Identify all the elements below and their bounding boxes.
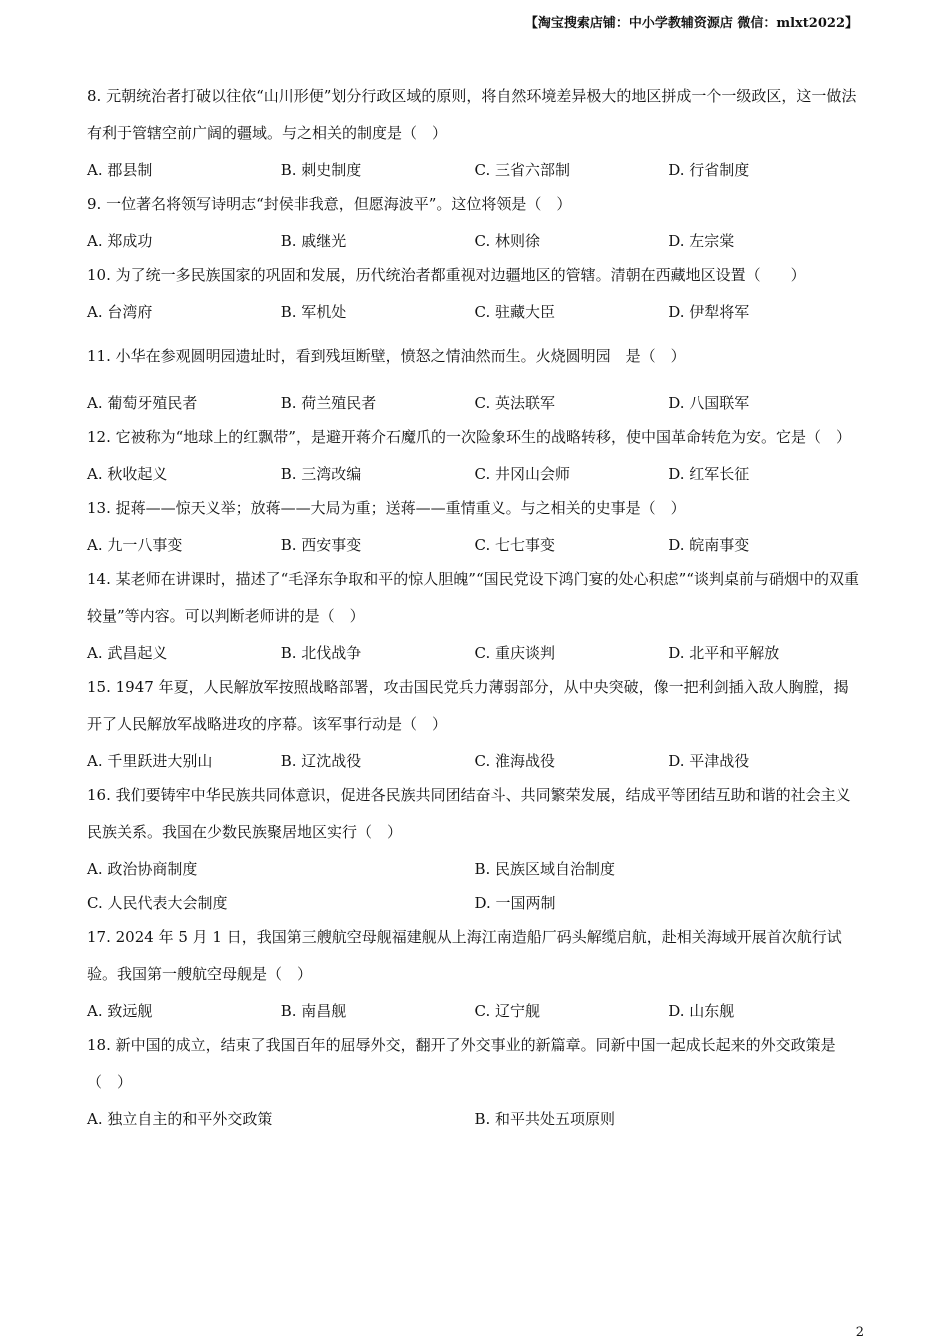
option-a: A. 九一八事变 [87, 535, 183, 554]
option-b: B. 刺史制度 [280, 160, 362, 179]
question-stem: 16. 我们要铸牢中华民族共同体意识，促进各民族共同团结奋斗、共同繁荣发展，结成平等团结互助和谐的社会主义民族关系。我国在少数民族聚居地区实行（ ） [87, 786, 851, 841]
option-a: A. 葡萄牙殖民者 [87, 393, 198, 412]
option-b: B. 南昌舰 [280, 1001, 347, 1020]
question-stem: 10. 为了统一多民族国家的巩固和发展，历代统治者都重视对边疆地区的管辖。清朝在西藏地区设置（ ） [87, 266, 806, 284]
option-b: B. 北伐战争 [280, 643, 362, 662]
option-d: D. 伊犁将军 [668, 302, 750, 321]
option-d: D. 红军长征 [668, 464, 750, 483]
option-b: B. 西安事变 [280, 535, 362, 554]
option-row [87, 885, 862, 919]
option-row [87, 152, 862, 186]
option-c: C. 人民代表大会制度 [87, 893, 228, 912]
option-d: D. 山东舰 [668, 1001, 735, 1020]
option-a: A. 郡县制 [87, 160, 153, 179]
option-a: A. 秋收起义 [87, 464, 168, 483]
option-c: C. 井冈山会师 [474, 464, 570, 483]
option-row [87, 635, 862, 669]
option-a: A. 独立自主的和平外交政策 [87, 1109, 273, 1128]
option-a: A. 台湾府 [87, 302, 153, 321]
question-15 [87, 669, 862, 777]
option-b: B. 荷兰殖民者 [280, 393, 377, 412]
option-row [87, 993, 862, 1027]
option-a: A. 郑成功 [87, 231, 153, 250]
question-11 [87, 338, 862, 419]
question-12 [87, 419, 862, 490]
question-10 [87, 257, 862, 328]
option-c: C. 驻藏大臣 [474, 302, 555, 321]
option-d: D. 八国联军 [668, 393, 750, 412]
question-8 [87, 78, 862, 186]
question-stem: 11. 小华在参观圆明园遗址时，看到残垣断壁，愤怒之情油然而生。火烧圆明园 是（ ） [87, 347, 686, 365]
option-b: B. 民族区域自治制度 [474, 859, 616, 878]
question-stem: 17. 2024 年 5 月 1 日，我国第三艘航空母舰福建舰从上海江南造船厂码头解缆启航，赴相关海域开展首次航行试验。我国第一艘航空母舰是（ ） [87, 928, 842, 983]
option-b: B. 和平共处五项原则 [474, 1109, 616, 1128]
question-stem: 13. 捉蒋——惊天义举；放蒋——大局为重；送蒋——重情重义。与之相关的史事是（ ） [87, 499, 686, 517]
question-stem: 18. 新中国的成立，结束了我国百年的屈辱外交，翻开了外交事业的新篇章。同新中国一起成长起来的外交政策是（ ） [87, 1036, 836, 1091]
option-row [87, 851, 862, 885]
option-d: D. 皖南事变 [668, 535, 750, 554]
option-c: C. 辽宁舰 [474, 1001, 540, 1020]
option-row [87, 743, 862, 777]
question-16 [87, 777, 862, 919]
option-row [87, 223, 862, 257]
question-list [87, 78, 862, 1135]
option-c: C. 淮海战役 [474, 751, 555, 770]
option-c: C. 林则徐 [474, 231, 540, 250]
option-row [87, 1101, 862, 1135]
option-d: D. 北平和平解放 [668, 643, 780, 662]
option-row [87, 294, 862, 328]
option-a: A. 致远舰 [87, 1001, 153, 1020]
option-b: B. 三湾改编 [280, 464, 362, 483]
question-14 [87, 561, 862, 669]
option-c: C. 七七事变 [474, 535, 555, 554]
option-a: A. 千里跃进大别山 [87, 751, 213, 770]
question-18 [87, 1027, 862, 1135]
question-stem: 12. 它被称为“地球上的红飘带”，是避开蒋介石魔爪的一次险象环生的战略转移，使中国革命转危为安。它是（ ） [87, 428, 851, 446]
option-d: D. 左宗棠 [668, 231, 735, 250]
question-9 [87, 186, 862, 257]
option-row [87, 456, 862, 490]
option-c: C. 英法联军 [474, 393, 555, 412]
option-a: A. 政治协商制度 [87, 859, 198, 878]
option-row [87, 385, 862, 419]
question-stem: 9. 一位著名将领写诗明志“封侯非我意，但愿海波平”。这位将领是（ ） [87, 195, 572, 213]
shop-header: 【淘宝搜索店铺：中小学教辅资源店 微信：mlxt2022】 [524, 16, 858, 31]
question-13 [87, 490, 862, 561]
option-d: D. 行省制度 [668, 160, 750, 179]
option-a: A. 武昌起义 [87, 643, 168, 662]
question-stem: 8. 元朝统治者打破以往依“山川形便”划分行政区域的原则，将自然环境差异极大的地区拼成一个一级政区，这一做法有利于管辖空前广阔的疆域。与之相关的制度是（ ） [87, 87, 857, 142]
option-c: C. 三省六部制 [474, 160, 570, 179]
option-d: D. 平津战役 [668, 751, 750, 770]
option-b: B. 军机处 [280, 302, 347, 321]
option-b: B. 戚继光 [280, 231, 347, 250]
page-number: 2 [855, 1325, 864, 1340]
question-stem: 14. 某老师在讲课时，描述了“毛泽东争取和平的惊人胆魄”“国民党设下鸿门宴的处心积虑”“谈判桌前与硝烟中的双重较量”等内容。可以判断老师讲的是（ ） [87, 570, 859, 625]
option-row [87, 527, 862, 561]
option-c: C. 重庆谈判 [474, 643, 555, 662]
option-b: B. 辽沈战役 [280, 751, 362, 770]
question-17 [87, 919, 862, 1027]
option-d: D. 一国两制 [474, 893, 556, 912]
question-stem: 15. 1947 年夏，人民解放军按照战略部署，攻击国民党兵力薄弱部分，从中央突破，像一把利剑插入敌人胸膛，揭开了人民解放军战略进攻的序幕。该军事行动是（ ） [87, 678, 849, 733]
